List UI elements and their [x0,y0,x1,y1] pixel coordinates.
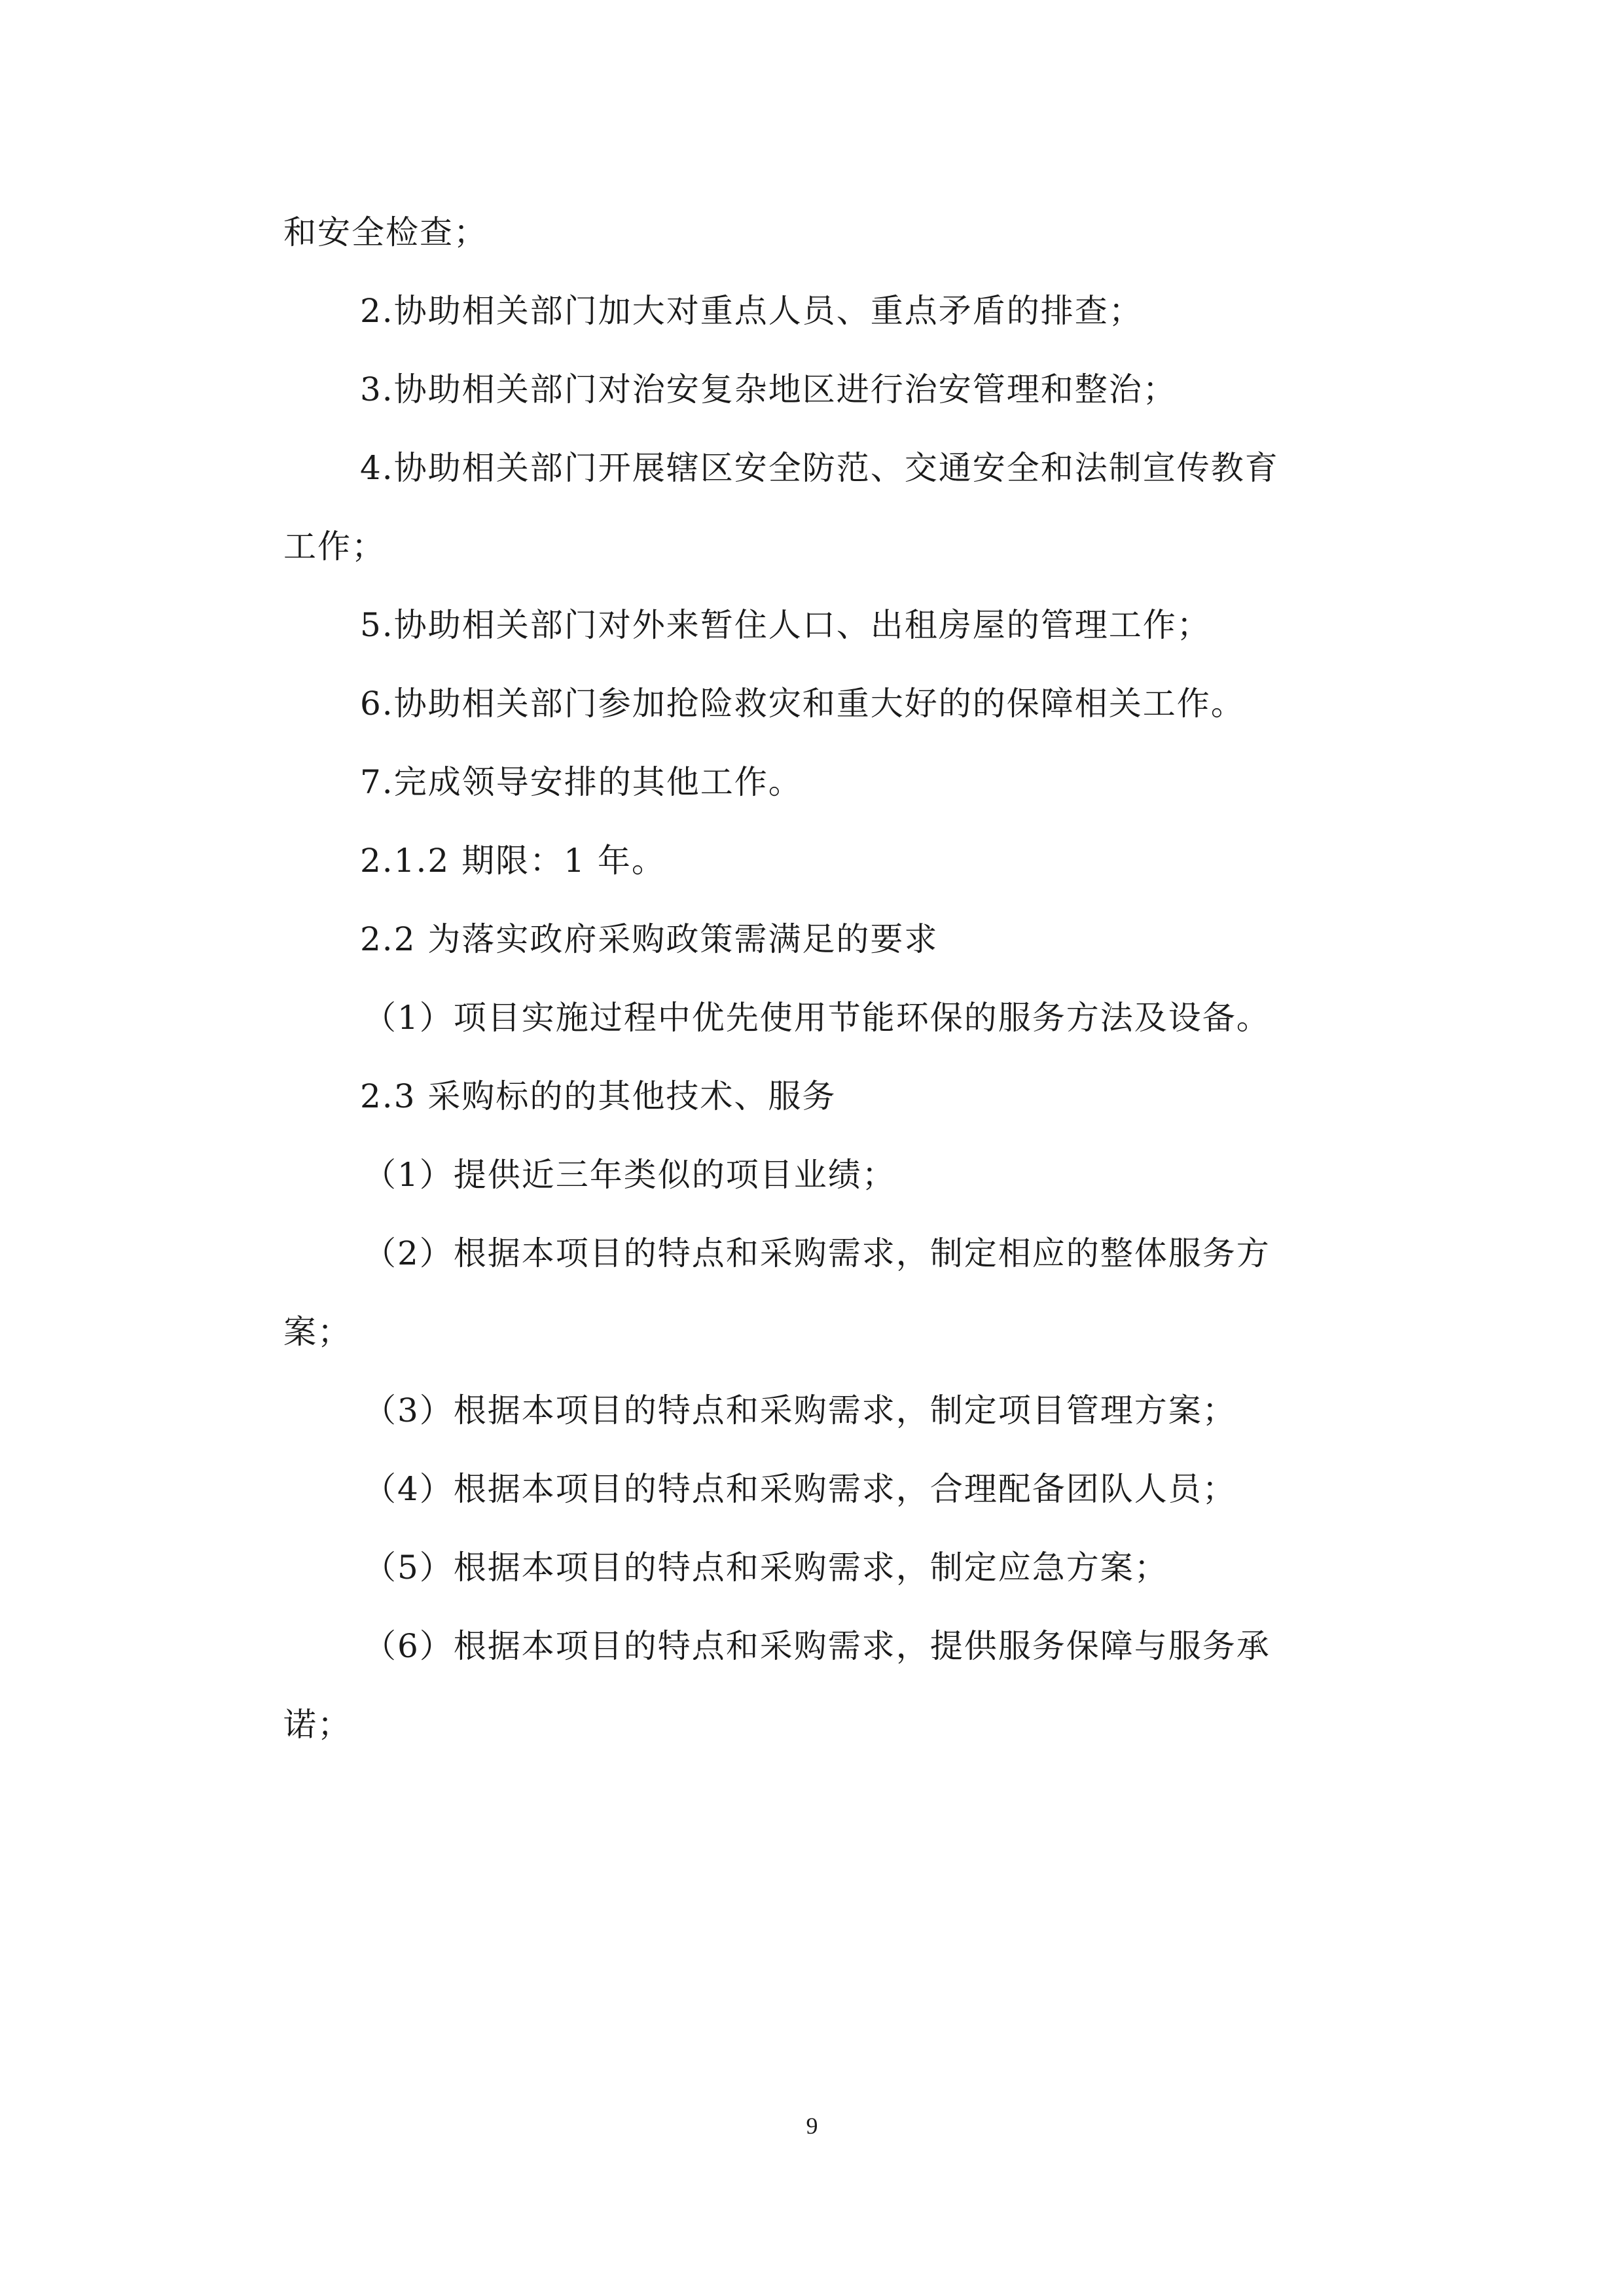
paragraph-line: 和安全检查； [283,213,488,251]
paragraph-line: （4）根据本项目的特点和采购需求，合理配备团队人员； [363,1470,1236,1508]
page-number: 9 [806,2113,818,2139]
paragraph-line: 6.协助相关部门参加抢险救灾和重大好的的保障相关工作。 [360,685,1245,723]
section-heading: 2.3 采购标的的其他技术、服务 [360,1077,837,1115]
paragraph-line: 案； [283,1313,352,1351]
paragraph-line: （5）根据本项目的特点和采购需求，制定应急方案； [363,1549,1168,1587]
paragraph-line: （1）项目实施过程中优先使用节能环保的服务方法及设备。 [363,999,1271,1037]
paragraph-line: 5.协助相关部门对外来暂住人口、出租房屋的管理工作； [360,606,1211,644]
paragraph-line: （6）根据本项目的特点和采购需求，提供服务保障与服务承 [363,1627,1271,1665]
paragraph-line: （2）根据本项目的特点和采购需求，制定相应的整体服务方 [363,1234,1271,1272]
paragraph-line: 3.协助相关部门对治安复杂地区进行治安管理和整治； [360,370,1177,408]
paragraph-line: 4.协助相关部门开展辖区安全防范、交通安全和法制宣传教育 [360,449,1279,487]
paragraph-line: （1）提供近三年类似的项目业绩； [363,1156,896,1194]
paragraph-line: 工作； [283,528,386,565]
paragraph-line: 诺； [283,1706,352,1744]
paragraph-line: 2.协助相关部门加大对重点人员、重点矛盾的排查； [360,292,1143,330]
paragraph-line: 7.完成领导安排的其他工作。 [360,763,803,801]
section-heading: 2.2 为落实政府采购政策需满足的要求 [360,920,939,958]
paragraph-line: 2.1.2 期限：1 年。 [360,842,666,880]
paragraph-line: （3）根据本项目的特点和采购需求，制定项目管理方案； [363,1391,1236,1429]
